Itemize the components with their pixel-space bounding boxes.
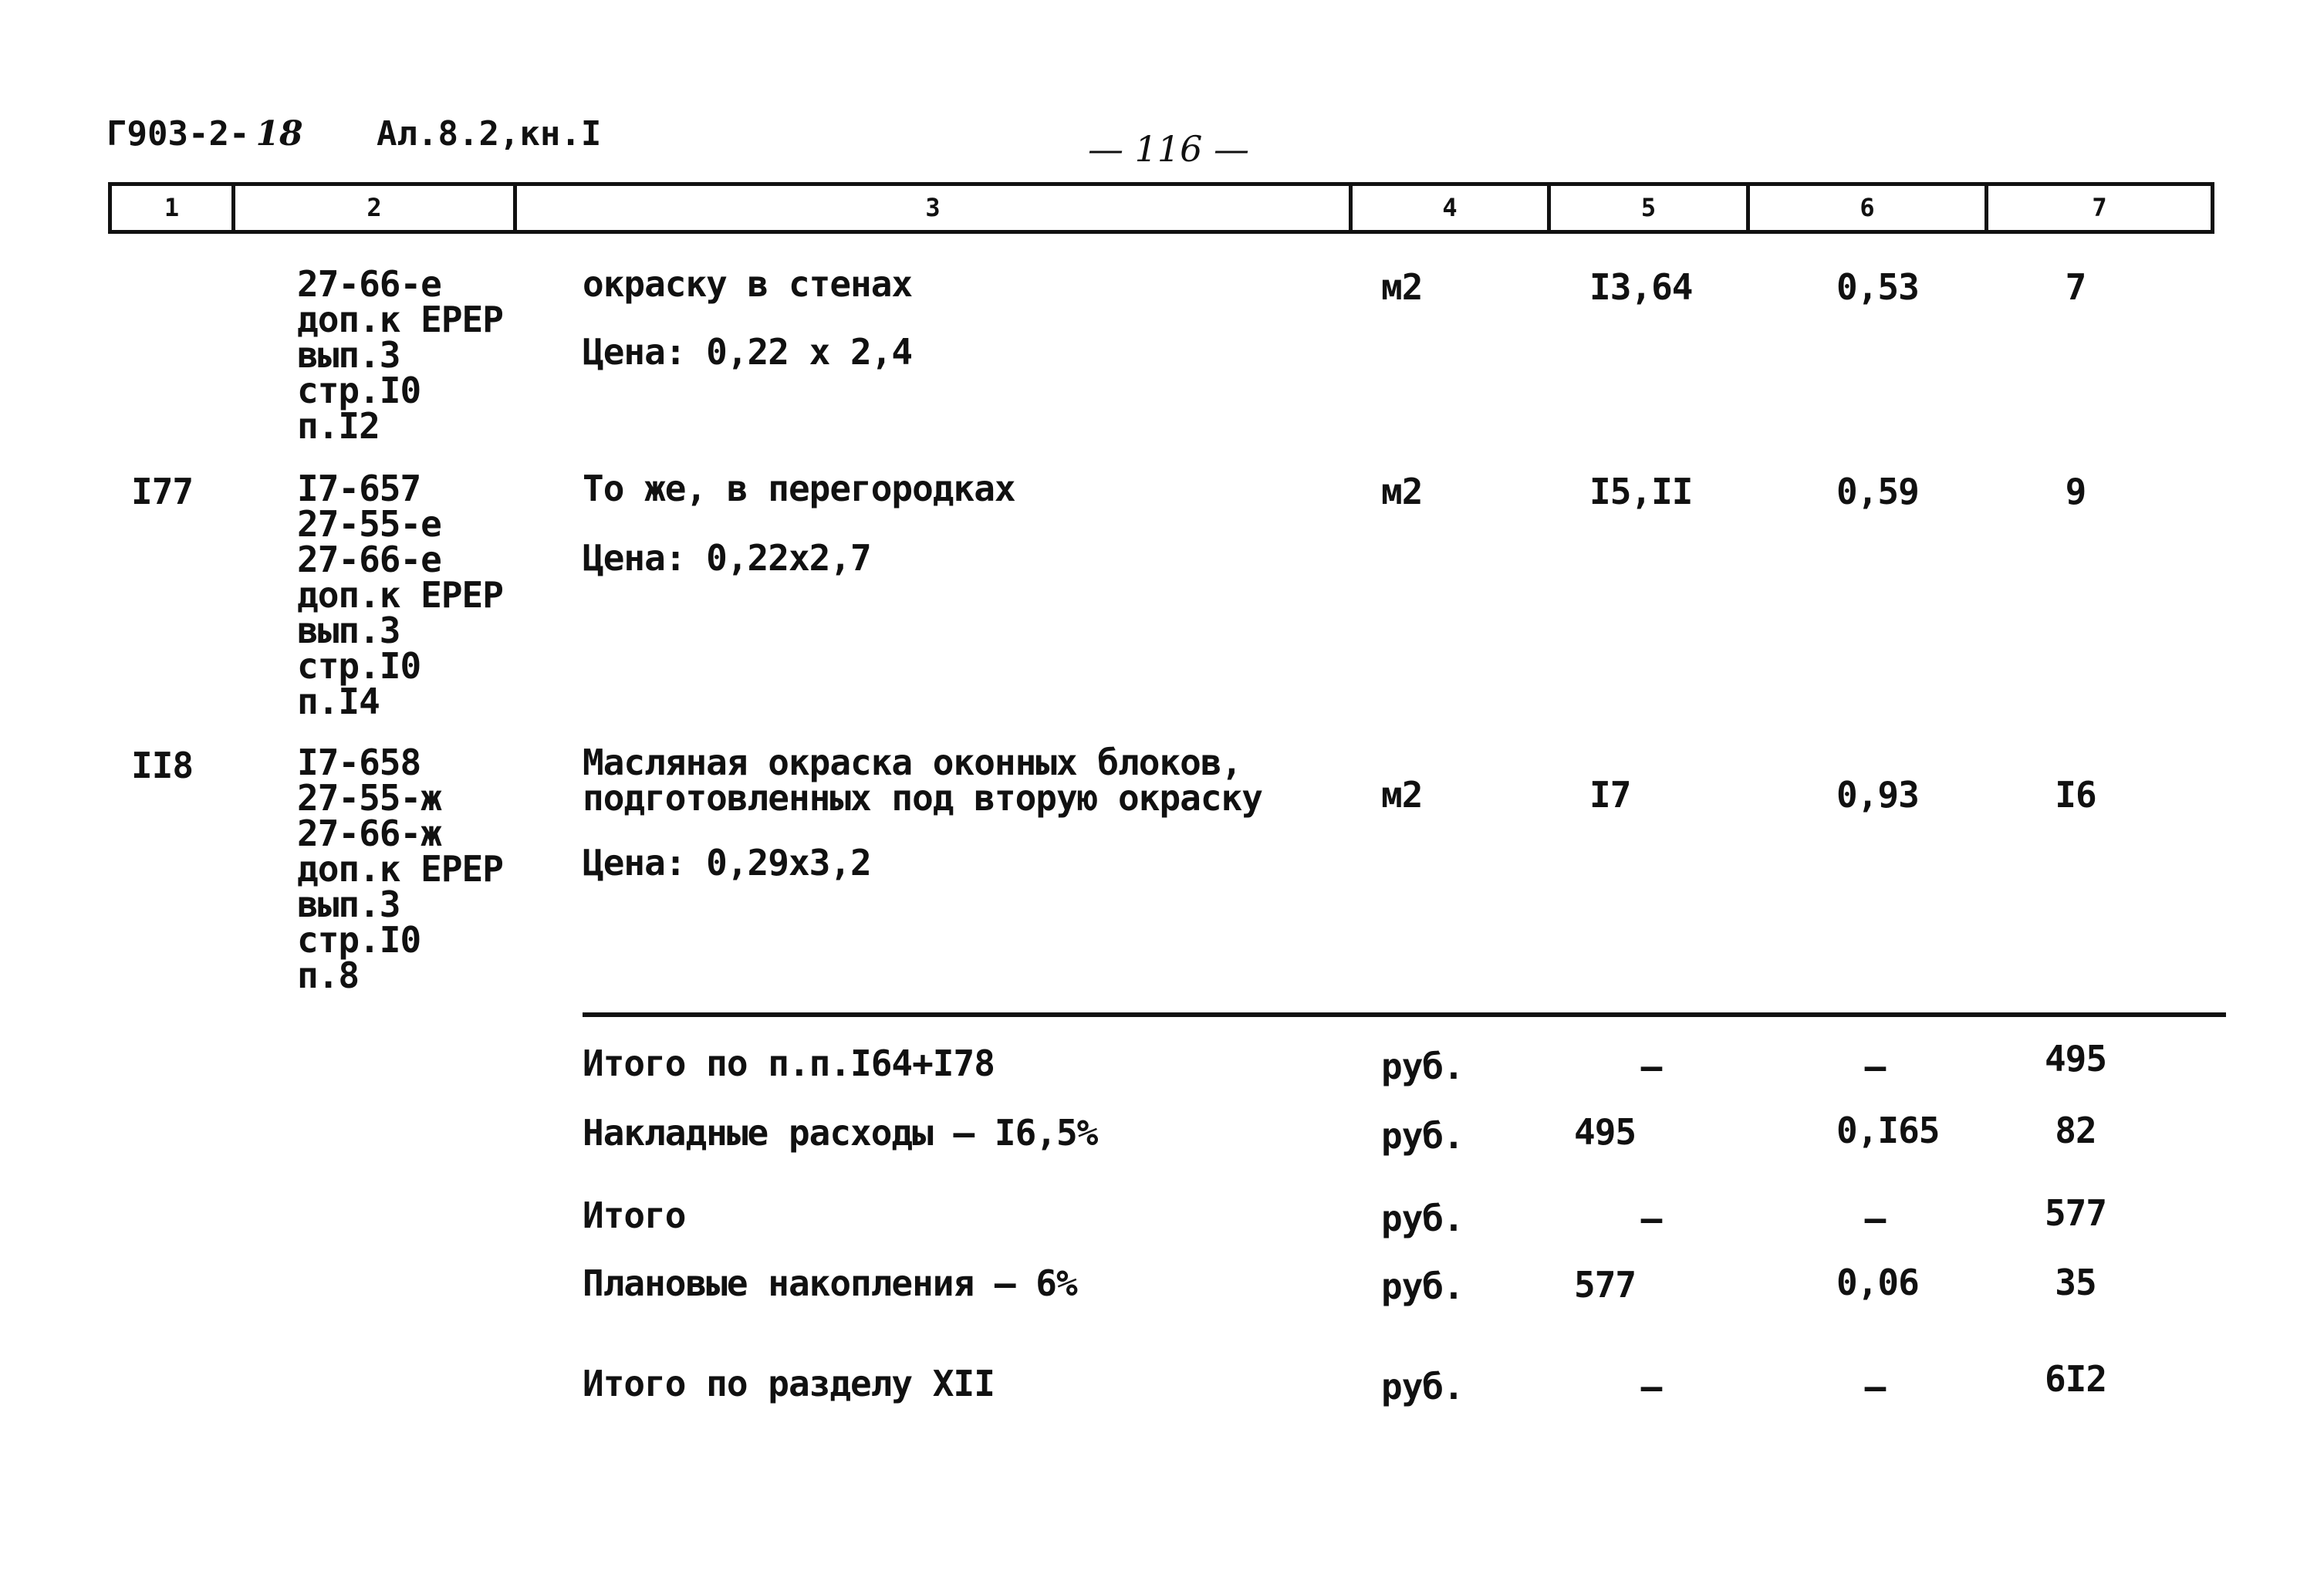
summary-5-label: Итого по разделу XII [583, 1363, 995, 1404]
row-1-price: Цена: 0,22 х 2,4 [583, 331, 913, 373]
summary-3-total: 577 [2044, 1192, 2107, 1234]
summary-4-unit: руб. [1381, 1266, 1464, 1307]
summary-2-total: 82 [2055, 1110, 2096, 1151]
summary-1-rate: – [1864, 1046, 1886, 1087]
summary-4-base: 577 [1574, 1264, 1637, 1306]
album-reference: Ал.8.2,кн.I [377, 114, 602, 154]
row-3-total: I6 [2055, 774, 2096, 816]
summary-1-label: Итого по п.п.I64+I78 [583, 1042, 995, 1084]
summary-4-total: 35 [2055, 1262, 2096, 1303]
summary-5-unit: руб. [1381, 1366, 1464, 1407]
row-3-codes: I7-658 27-55-ж 27-66-ж доп.к ЕРЕР вып.3 стр.I0 п.8 [297, 742, 503, 996]
row-2-codes: I7-657 27-55-е 27-66-е доп.к ЕРЕР вып.3 стр.I0 п.I4 [297, 468, 503, 722]
header-bottom-border [108, 230, 2214, 234]
summary-4-rate: 0,06 [1836, 1262, 1919, 1303]
row-3-unit: м2 [1381, 774, 1423, 816]
column-header-3: 3 [925, 193, 941, 222]
header-top-border [108, 182, 2214, 186]
summary-1-total: 495 [2044, 1038, 2107, 1080]
row-1-unit: м2 [1381, 266, 1423, 308]
row-2-price: Цена: 0,22х2,7 [583, 537, 871, 579]
row-1-codes: 27-66-е доп.к ЕРЕР вып.3 стр.I0 п.I2 [297, 263, 503, 447]
summary-1-unit: руб. [1381, 1046, 1464, 1087]
row-2-unit: м2 [1381, 471, 1423, 512]
document-code [106, 114, 303, 154]
row-3-number: II8 [131, 745, 194, 786]
summary-5-total: 6I2 [2044, 1358, 2107, 1400]
row-3-qty: I7 [1589, 774, 1631, 816]
document-code-handwritten: 18 [255, 114, 303, 154]
row-1-rate: 0,53 [1836, 266, 1919, 308]
summary-3-label: Итого [583, 1195, 686, 1236]
row-2-rate: 0,59 [1836, 471, 1919, 512]
col-divider [2211, 182, 2214, 234]
row-1-qty: I3,64 [1589, 266, 1693, 308]
summary-5-base: – [1640, 1366, 1662, 1407]
summary-2-rate: 0,I65 [1836, 1110, 1940, 1151]
row-1-total: 7 [2065, 266, 2086, 308]
row-2-number: I77 [131, 471, 194, 512]
row-2-description: То же, в перегородках [583, 468, 1015, 509]
summary-4-label: Плановые накопления – 6% [583, 1262, 1077, 1304]
summary-5-rate: – [1864, 1366, 1886, 1407]
row-2-qty: I5,II [1589, 471, 1693, 512]
row-1-description: окраску в стенах [583, 263, 913, 305]
page-number: — 116 — [1088, 128, 1250, 170]
column-header-5: 5 [1640, 193, 1657, 222]
column-header-6: 6 [1860, 193, 1875, 222]
row-2-total: 9 [2065, 471, 2086, 512]
summary-separator [583, 1012, 2226, 1017]
summary-2-unit: руб. [1381, 1115, 1464, 1157]
document-code-printed: Г903-2- [106, 114, 250, 154]
summary-1-base: – [1640, 1046, 1662, 1087]
summary-3-rate: – [1864, 1198, 1886, 1239]
column-header-1: 1 [164, 193, 180, 222]
column-header-7: 7 [2092, 193, 2107, 222]
summary-3-base: – [1640, 1198, 1662, 1239]
row-3-description: Масляная окраска оконных блоков, подготовленных под вторую окраску [583, 742, 1262, 819]
column-header-4: 4 [1442, 193, 1458, 222]
row-3-price: Цена: 0,29х3,2 [583, 842, 871, 884]
summary-3-unit: руб. [1381, 1198, 1464, 1239]
row-3-rate: 0,93 [1836, 774, 1919, 816]
column-header-2: 2 [367, 193, 382, 222]
summary-2-base: 495 [1574, 1111, 1637, 1153]
summary-2-label: Накладные расходы – I6,5% [583, 1112, 1098, 1154]
